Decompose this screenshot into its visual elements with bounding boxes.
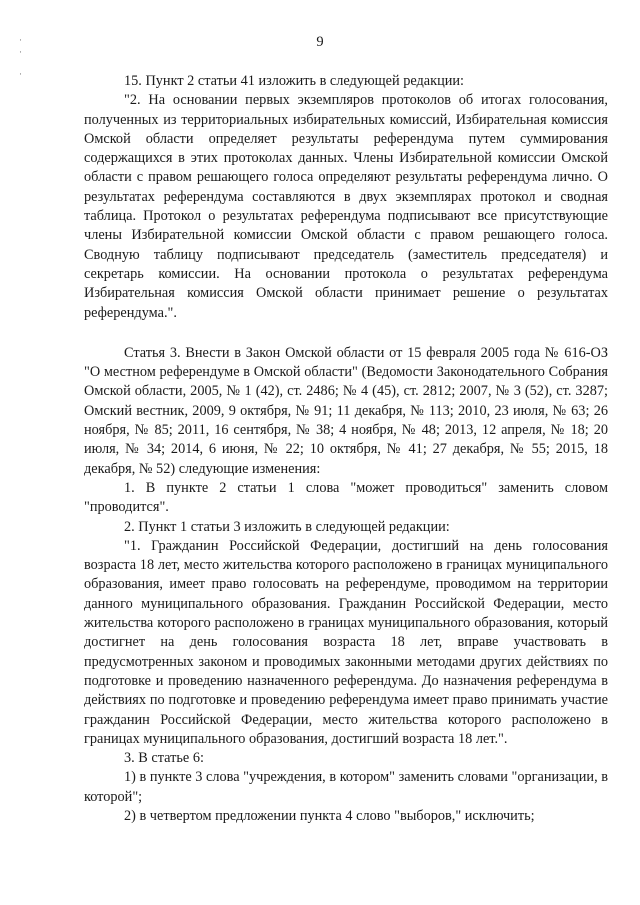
- quoted-clause-1: "1. Гражданин Российской Федерации, достигший на день голосования возраста 18 лет, место жительства которого расположено в границах муниципального образования, имеет право голосовать на референдуме, проводимом на территории данного муниципального образования. Гражданин Российской Федерации, место жительства которого расположено в границах муниципального образования, который достигнет на день голосования возраста 18 лет, вправе участвовать в предусмотренных законом и проводимых законными методами других действиях по подготовке и проведению назначенного референдума. До назначения референдума в действиях по подготовке и проведению референдума имеет право принимать участие гражданин Российской Федерации, место жительства которого расположено в границах муниципального образования, достигший возраста 18 лет.".: [84, 537, 608, 747]
- amendment-item-3: 3. В статье 6:: [124, 750, 204, 767]
- amendment-item-2: 2. Пункт 1 статьи 3 изложить в следующей редакции:: [124, 518, 450, 535]
- article-3-intro: Статья 3. Внести в Закон Омской области от 15 февраля 2005 года № 616-ОЗ "О местном референдуме в Омской области" (Ведомости Законодательного Собрания Омской области, 2005, № 1 (42), ст. 2486; № 4 (45), ст. 2812; 2007, № 3 (52), ст. 3287; Омский вестник, 2009, 9 октября, № 91; 11 декабря, № 113; 2010, 23 июля, № 63; 26 ноября, № 85; 2011, 16 сентября, № 38; 4 ноября, № 48; 2013, 12 апреля, № 18; 20 июля, № 34; 2014, 6 июня, № 22; 10 октября, № 41; 27 декабря, № 55; 2015, 18 декабря, № 52) следующие изменения:: [84, 344, 608, 477]
- document-body: [84, 72, 608, 826]
- page-number: 9: [316, 34, 324, 50]
- margin-speck: ·: [19, 69, 22, 79]
- margin-speck: ·: [19, 35, 22, 45]
- subitem-1: 1) в пункте 3 слова "учреждения, в котором" заменить словами "организации, в которой";: [84, 769, 608, 805]
- amendment-item-1: 1. В пункте 2 статьи 1 слова "может проводиться" заменить словом "проводится".: [84, 479, 608, 516]
- margin-speck: ·: [19, 47, 22, 57]
- subitem-2: 2) в четвертом предложении пункта 4 слово "выборов," исключить;: [124, 807, 535, 824]
- section-spacer: [84, 323, 608, 344]
- quoted-clause-2: "2. На основании первых экземпляров протоколов об итогах голосования, полученных из территориальных избирательных комиссий, Избирательная комиссия Омской области определяет результаты референдума путем суммирования содержащихся в этих протоколах данных. Члены Избирательной комиссии Омской области с правом решающего голоса определяют результаты референдума лично. О результатах референдума составляются в двух экземплярах протокол и сводная таблица. Протокол о результатах референдума подписывают все присутствующие члены Избирательной комиссии Омской области с правом решающего голоса. Сводную таблицу подписывают председатель (заместитель председателя) и секретарь комиссии. На основании протокола о результатах референдума Избирательная комиссия Омской области принимает решение о результатах референдума.".: [84, 92, 608, 321]
- amendment-item-15: 15. Пункт 2 статьи 41 изложить в следующей редакции:: [124, 73, 465, 89]
